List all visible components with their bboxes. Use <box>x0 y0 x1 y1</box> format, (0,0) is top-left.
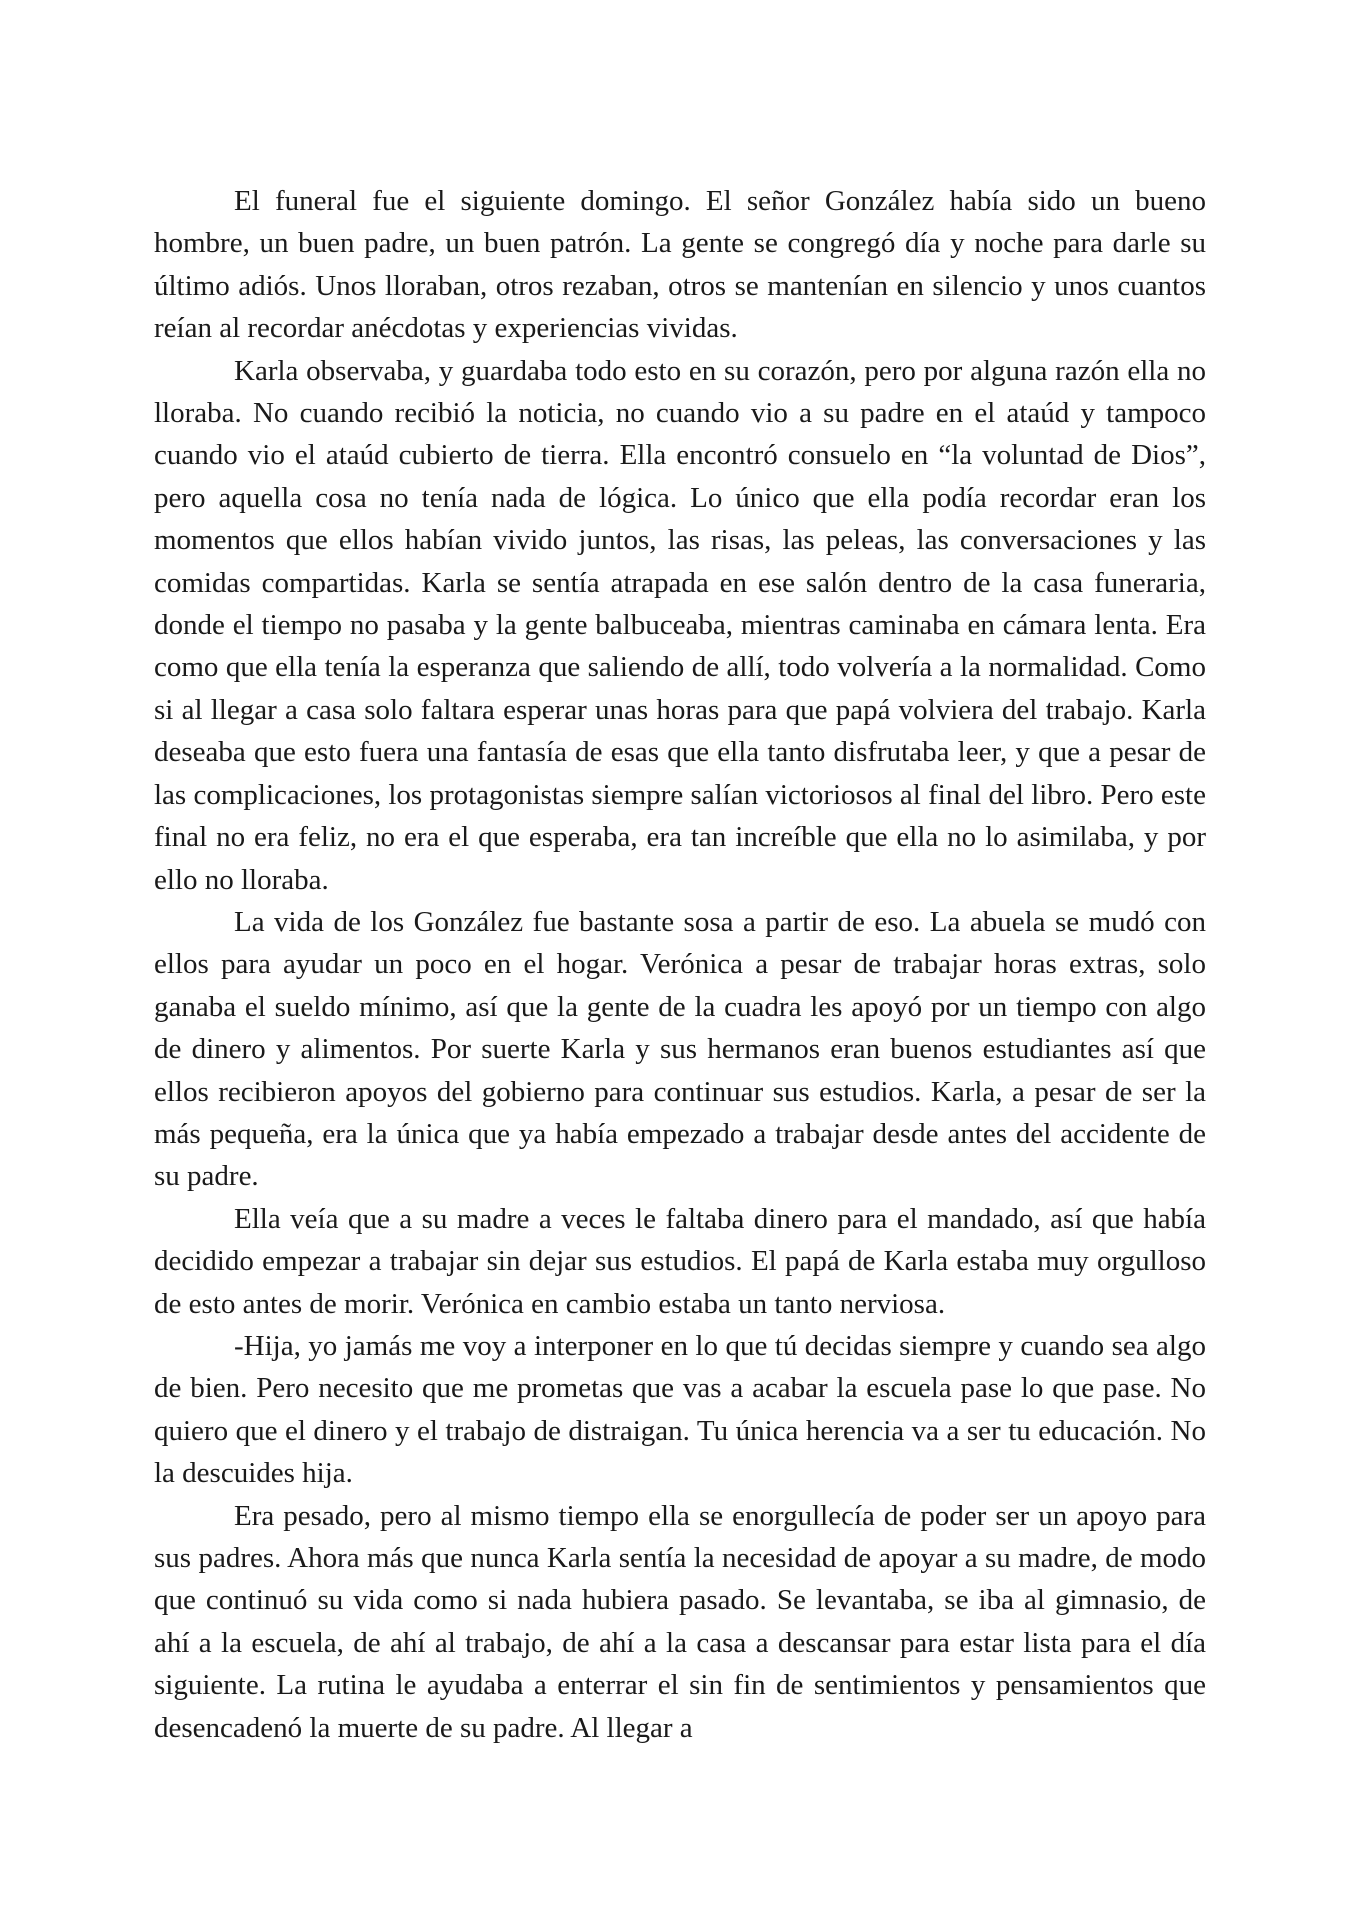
paragraph-funeral: El funeral fue el siguiente domingo. El señor González había sido un bueno hombre, un buen padre, un buen patrón. La gente se congregó día y noche para darle su último adiós. Unos lloraban, otros rezaban, otros se mantenían en silencio y unos cuantos reían al recordar anécdotas y experiencias vividas. <box>154 185 1206 345</box>
document-page <box>154 180 1206 1749</box>
paragraph-dialogue-hija: -Hija, yo jamás me voy a interponer en lo que tú decidas siempre y cuando sea algo de bien. Pero necesito que me prometas que vas a acabar la escuela pase lo que pase. No quiero que el dinero y el trabajo de distraigan. Tu única herencia va a ser tu educación. No la descuides hija. <box>154 1329 1206 1490</box>
paragraph-vida-gonzalez: La vida de los González fue bastante sosa a partir de eso. La abuela se mudó con ellos para ayudar un poco en el hogar. Verónica a pesar de trabajar horas extras, solo ganaba el sueldo mínimo, así que la gente de la cuadra les apoyó por un tiempo con algo de dinero y alimentos. Por suerte Karla y sus hermanos eran buenos estudiantes así que ellos recibieron apoyos del gobierno para continuar sus estudios. Karla, a pesar de ser la más pequeña, era la única que ya había empezado a trabajar desde antes del accidente de su padre. <box>154 905 1206 1193</box>
paragraph-karla-observaba: Karla observaba, y guardaba todo esto en su corazón, pero por alguna razón ella no lloraba. No cuando recibió la noticia, no cuando vio a su padre en el ataúd y tampoco cuando vio el ataúd cubierto de tierra. Ella encontró consuelo en “la voluntad de Dios”, pero aquella cosa no tenía nada de lógica. Lo único que ella podía recordar eran los momentos que ellos habían vivido juntos, las risas, las peleas, las conversaciones y las comidas compartidas. Karla se sentía atrapada en ese salón dentro de la casa funeraria, donde el tiempo no pasaba y la gente balbuceaba, mientras caminaba en cámara lenta. Era como que ella tenía la esperanza que saliendo de allí, todo volvería a la normalidad. Como si al llegar a casa solo faltara esperar unas horas para que papá volviera del trabajo. Karla deseaba que esto fuera una fantasía de esas que ella tanto disfrutaba leer, y que a pesar de las complicaciones, los protagonistas siempre salían victoriosos al final del libro. Pero este final no era feliz, no era el que esperaba, era tan increíble que ella no lo asimilaba, y por ello no lloraba. <box>154 354 1206 896</box>
paragraph-ella-veia: Ella veía que a su madre a veces le faltaba dinero para el mandado, así que había decidido empezar a trabajar sin dejar sus estudios. El papá de Karla estaba muy orgulloso de esto antes de morir. Verónica en cambio estaba un tanto nerviosa. <box>154 1202 1206 1320</box>
paragraph-era-pesado: Era pesado, pero al mismo tiempo ella se enorgullecía de poder ser un apoyo para sus padres. Ahora más que nunca Karla sentía la necesidad de apoyar a su madre, de modo que continuó su vida como si nada hubiera pasado. Se levantaba, se iba al gimnasio, de ahí a la escuela, de ahí al trabajo, de ahí a la casa a descansar para estar lista para el día siguiente. La rutina le ayudaba a enterrar el sin fin de sentimientos y pensamientos que desencadenó la muerte de su padre. Al llegar a <box>154 1499 1206 1744</box>
